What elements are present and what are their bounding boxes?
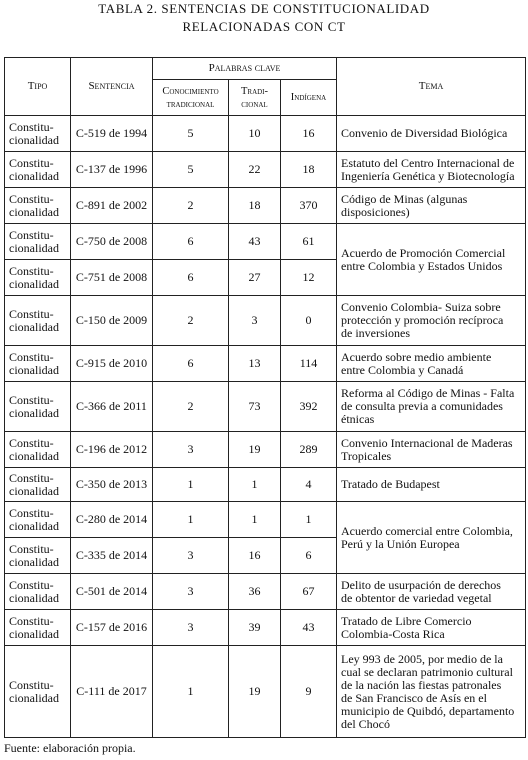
cell-tipo-line: Constitu- — [9, 119, 54, 134]
cell-tema-line: protección y promoción recíproca — [341, 313, 504, 327]
cell-tipo — [5, 538, 71, 574]
cell-sentencia: C-196 de 2012 — [71, 432, 153, 468]
cell-tema-line: Ley 993 de 2005, por medio de la — [341, 651, 503, 666]
table-row — [5, 224, 526, 260]
cell-conocimiento: 1 — [153, 502, 229, 538]
cell-tradicional: 16 — [229, 538, 281, 574]
cell-sentencia: C-891 de 2002 — [71, 188, 153, 224]
cell-tipo — [5, 152, 71, 188]
cell-tipo-line: cionalidad — [9, 168, 59, 183]
table-row — [5, 152, 526, 188]
cell-sentencia: C-366 de 2011 — [71, 382, 153, 432]
header-tipo: Tipo — [5, 58, 71, 116]
cell-tipo-line: cionalidad — [9, 240, 59, 255]
cell-tema-line: Colombia-Costa Rica — [341, 626, 445, 641]
cell-tradicional: 22 — [229, 152, 281, 188]
table-body — [5, 116, 526, 738]
header-conocimiento-line-2: tradicional — [166, 98, 215, 110]
cell-sentencia: C-111 de 2017 — [71, 646, 153, 738]
cell-indigena: 43 — [281, 610, 337, 646]
cell-tema-line: municipio de Quibdó, departamento — [341, 703, 515, 718]
cell-tipo — [5, 116, 71, 152]
table-row — [5, 468, 526, 502]
cell-tipo-line: cionalidad — [9, 483, 59, 498]
cell-tipo-line: cionalidad — [9, 690, 59, 705]
cell-tradicional: 19 — [229, 432, 281, 468]
cell-tema-line: Reforma al Código de Minas - Falta — [341, 386, 515, 400]
cell-tema — [337, 152, 526, 188]
cell-tipo — [5, 574, 71, 610]
cell-tema — [337, 188, 526, 224]
cell-tipo — [5, 224, 71, 260]
header-tradicional-line-1: Tradi- — [240, 85, 269, 97]
cell-tema-line: de inversiones — [341, 326, 410, 340]
cell-tema-line: Tratado de Libre Comercio — [341, 613, 472, 628]
header-conocimiento-tradicional — [153, 80, 229, 116]
cell-tema-line: Estatuto del Centro Internacional de — [341, 155, 515, 170]
table-row — [5, 574, 526, 610]
cell-tipo-line: cionalidad — [9, 405, 59, 420]
cell-tipo-line: Constitu- — [9, 435, 54, 450]
cell-tema — [337, 646, 526, 738]
cell-tema-line: Código de Minas (algunas — [341, 191, 468, 206]
cell-conocimiento: 2 — [153, 382, 229, 432]
cell-tipo — [5, 468, 71, 502]
cell-tradicional: 13 — [229, 346, 281, 382]
cell-tipo-line: cionalidad — [9, 276, 59, 291]
source-note: Fuente: elaboración propia. — [4, 741, 136, 755]
cell-indigena: 6 — [281, 538, 337, 574]
cell-tradicional: 18 — [229, 188, 281, 224]
cell-tema-line: del Chocó — [341, 716, 390, 731]
cell-tipo-line: cionalidad — [9, 554, 59, 569]
cell-tipo-line: cionalidad — [9, 448, 59, 463]
cell-sentencia: C-751 de 2008 — [71, 260, 153, 296]
cell-tipo-line: Constitu- — [9, 227, 54, 242]
cell-tipo — [5, 260, 71, 296]
cell-conocimiento: 1 — [153, 468, 229, 502]
cell-tipo-line: Constitu- — [9, 541, 54, 556]
table-row — [5, 346, 526, 382]
header-palabras-clave: Palabras clave — [153, 58, 337, 80]
cell-tema-line: Convenio de Diversidad Biológica — [341, 126, 508, 140]
cell-tema-line: Acuerdo comercial entre Colombia, — [341, 523, 513, 538]
cell-tipo-line: Constitu- — [9, 677, 54, 692]
cell-indigena: 18 — [281, 152, 337, 188]
cell-tradicional: 73 — [229, 382, 281, 432]
cell-tradicional: 36 — [229, 574, 281, 610]
cell-indigena: 16 — [281, 116, 337, 152]
header-tema: Tema — [337, 58, 526, 116]
table-row — [5, 296, 526, 346]
cell-tipo-line: cionalidad — [9, 626, 59, 641]
cell-tema — [337, 382, 526, 432]
table-row — [5, 502, 526, 538]
header-tradicional-line-2: cional — [241, 98, 268, 110]
cell-tradicional: 27 — [229, 260, 281, 296]
cell-conocimiento: 2 — [153, 188, 229, 224]
caption-line-2: RELACIONADAS CON CT — [182, 19, 346, 34]
cell-tema-line: entre Colombia y Canadá — [341, 362, 464, 377]
cell-sentencia: C-519 de 1994 — [71, 116, 153, 152]
cell-conocimiento: 3 — [153, 610, 229, 646]
cell-tema-line: Ingeniería Genética y Biotecnología — [341, 168, 515, 183]
cell-indigena: 0 — [281, 296, 337, 346]
cell-indigena: 114 — [281, 346, 337, 382]
table-row — [5, 188, 526, 224]
cell-tradicional: 19 — [229, 646, 281, 738]
cell-conocimiento: 5 — [153, 116, 229, 152]
cell-conocimiento: 3 — [153, 538, 229, 574]
cell-conocimiento: 6 — [153, 224, 229, 260]
cell-indigena: 370 — [281, 188, 337, 224]
cell-tipo-line: Constitu- — [9, 263, 54, 278]
cell-tipo — [5, 502, 71, 538]
cell-tema-line: de consulta previa a comunidades — [341, 399, 503, 413]
cell-indigena: 67 — [281, 574, 337, 610]
cell-tipo-line: Constitu- — [9, 505, 54, 520]
cell-tema-line: étnicas — [341, 412, 375, 426]
cell-tema — [337, 296, 526, 346]
cell-sentencia: C-150 de 2009 — [71, 296, 153, 346]
header-sentencia: Sentencia — [71, 58, 153, 116]
cell-tipo — [5, 382, 71, 432]
header-indigena: Indígena — [281, 80, 337, 116]
cell-sentencia: C-335 de 2014 — [71, 538, 153, 574]
cell-tema — [337, 502, 526, 574]
cell-sentencia: C-280 de 2014 — [71, 502, 153, 538]
cell-indigena: 289 — [281, 432, 337, 468]
cell-conocimiento: 1 — [153, 646, 229, 738]
cell-tema — [337, 116, 526, 152]
table-row — [5, 382, 526, 432]
cell-indigena: 9 — [281, 646, 337, 738]
cell-tema-line: de obtentor de variedad vegetal — [341, 590, 492, 605]
cell-tema-line: de la nación las fiestas patronales — [341, 677, 502, 692]
table-row — [5, 610, 526, 646]
cell-indigena: 392 — [281, 382, 337, 432]
header-tradicional — [229, 80, 281, 116]
cell-tipo-line: cionalidad — [9, 132, 59, 147]
cell-tipo-line: cionalidad — [9, 590, 59, 605]
cell-tema — [337, 574, 526, 610]
cell-tipo-line: Constitu- — [9, 470, 54, 485]
cell-tipo-line: cionalidad — [9, 204, 59, 219]
cell-tradicional: 39 — [229, 610, 281, 646]
cell-tipo-line: Constitu- — [9, 613, 54, 628]
table-row — [5, 646, 526, 738]
cell-sentencia: C-157 de 2016 — [71, 610, 153, 646]
cell-tipo-line: Constitu- — [9, 577, 54, 592]
cell-tradicional: 1 — [229, 502, 281, 538]
caption-line-1: TABLA 2. SENTENCIAS DE CONSTITUCIONALIDAD — [98, 1, 430, 16]
cell-conocimiento: 6 — [153, 346, 229, 382]
cell-tema-line: Acuerdo sobre medio ambiente — [341, 349, 492, 364]
cell-tema — [337, 224, 526, 296]
cell-tema — [337, 610, 526, 646]
cell-tema-line: de San Francisco de Asís en el — [341, 690, 487, 705]
cell-tema-line: Tropicales — [341, 448, 392, 463]
cell-conocimiento: 3 — [153, 432, 229, 468]
cell-tema-line: disposiciones) — [341, 204, 410, 219]
cell-conocimiento: 3 — [153, 574, 229, 610]
cell-indigena: 1 — [281, 502, 337, 538]
cell-tipo-line: Constitu- — [9, 392, 54, 407]
cell-sentencia: C-350 de 2013 — [71, 468, 153, 502]
cell-tipo — [5, 432, 71, 468]
cell-tipo-line: Constitu- — [9, 349, 54, 364]
cell-tipo — [5, 188, 71, 224]
cell-tema-line: cual se declaran patrimonio cultural — [341, 664, 513, 679]
cell-tema-line: Convenio Internacional de Maderas — [341, 435, 513, 450]
cell-tema-line: entre Colombia y Estados Unidos — [341, 258, 503, 273]
cell-sentencia: C-915 de 2010 — [71, 346, 153, 382]
cell-tema-line: Tratado de Budapest — [341, 477, 440, 491]
cell-tema — [337, 468, 526, 502]
cell-tema — [337, 432, 526, 468]
cell-tipo-line: cionalidad — [9, 362, 59, 377]
cell-tema-line: Perú y la Unión Europea — [341, 536, 460, 551]
cell-conocimiento: 6 — [153, 260, 229, 296]
cell-tema — [337, 346, 526, 382]
cell-tema-line: Convenio Colombia- Suiza sobre — [341, 300, 501, 314]
sentencias-table — [4, 57, 526, 738]
cell-indigena: 12 — [281, 260, 337, 296]
cell-tipo — [5, 646, 71, 738]
cell-tipo — [5, 610, 71, 646]
cell-indigena: 61 — [281, 224, 337, 260]
cell-conocimiento: 2 — [153, 296, 229, 346]
table-row — [5, 432, 526, 468]
cell-sentencia: C-137 de 1996 — [71, 152, 153, 188]
cell-tema-line: Acuerdo de Promoción Comercial — [341, 245, 506, 260]
cell-tradicional: 43 — [229, 224, 281, 260]
cell-tipo — [5, 296, 71, 346]
cell-tipo-line: cionalidad — [9, 319, 59, 334]
cell-tipo-line: Constitu- — [9, 191, 54, 206]
cell-sentencia: C-501 de 2014 — [71, 574, 153, 610]
cell-tipo-line: Constitu- — [9, 155, 54, 170]
cell-tipo — [5, 346, 71, 382]
cell-tradicional: 10 — [229, 116, 281, 152]
cell-sentencia: C-750 de 2008 — [71, 224, 153, 260]
cell-indigena: 4 — [281, 468, 337, 502]
cell-tema-line: Delito de usurpación de derechos — [341, 577, 501, 592]
header-conocimiento-line-1: Conocimiento — [162, 85, 219, 97]
cell-tradicional: 1 — [229, 468, 281, 502]
cell-tipo-line: Constitu- — [9, 306, 54, 321]
cell-tipo-line: cionalidad — [9, 518, 59, 533]
cell-conocimiento: 5 — [153, 152, 229, 188]
cell-tradicional: 3 — [229, 296, 281, 346]
table-row — [5, 116, 526, 152]
